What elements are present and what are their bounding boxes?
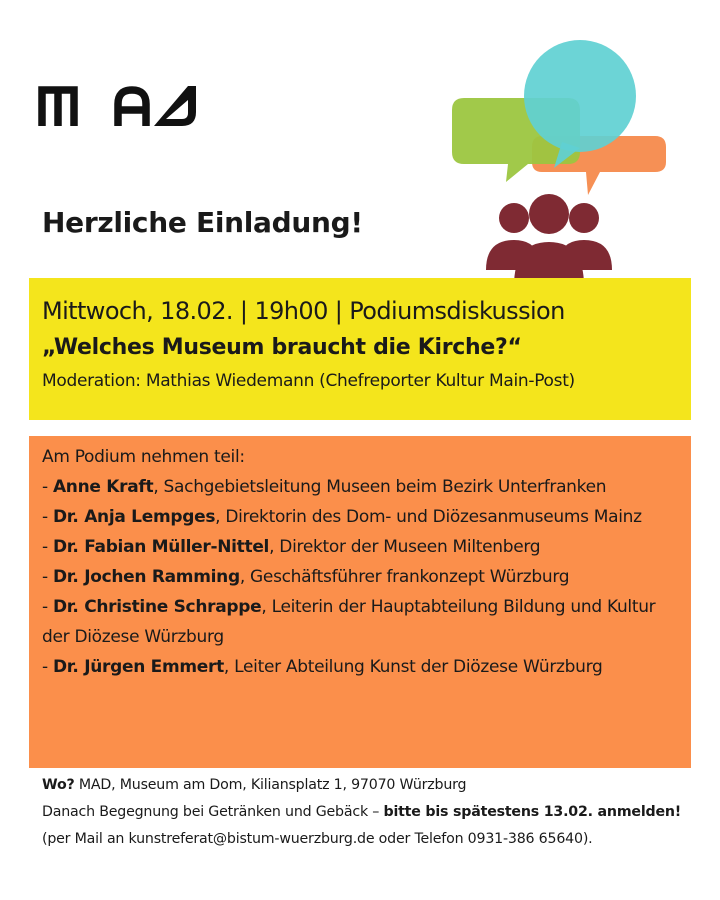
panel-member-name: Dr. Anja Lempges [52,507,216,527]
event-moderation: Moderation: Mathias Wiedemann (Chefreporter Kultur Main-Post) [42,371,575,391]
panel-member-desc: , Direktorin des Dom- und Diözesanmuseums Mainz [215,507,642,527]
mad-logo [38,82,198,128]
panel-box [29,436,691,768]
panel-member: - Dr. Jochen Ramming, Geschäftsführer frankonzept Würzburg [42,567,570,587]
registration-contact: (per Mail an kunstreferat@bistum-wuerzburg.de oder Telefon 0931-386 65640). [42,831,593,847]
panel-member-desc: , Leiter Abteilung Kunst der Diözese Würzburg [223,657,603,677]
registration-text: Danach Begegnung bei Getränken und Gebäck – bitte bis spätestens 13.02. anmelden! (per Mail an kunstreferat@bistum-wuerzburg.de oder Telefon 0931-386 65640). [42,804,682,847]
panel-member: - Dr. Jürgen Emmert, Leiter Abteilung Kunst der Diözese Würzburg [42,657,603,677]
panel-member-desc: , Geschäftsführer frankonzept Würzburg [239,567,570,587]
event-topic: „Welches Museum braucht die Kirche?“ [42,335,522,360]
where-label: Wo? [42,777,75,793]
registration-deadline: bitte bis spätestens 13.02. anmelden! [383,804,682,820]
panel-member: - Dr. Anja Lempges, Direktorin des Dom- und Diözesanmuseums Mainz [42,507,642,527]
footer-info [42,772,682,853]
panel-member-desc: , Direktor der Museen Miltenberg [269,537,541,557]
panel-member-name: Anne Kraft [52,477,154,497]
panel-member-desc: , Sachgebietsleitung Museen beim Bezirk Unterfranken [153,477,607,497]
panel-member-name: Dr. Christine Schrappe [52,597,262,617]
panel-member-name: Dr. Jürgen Emmert [52,657,224,677]
speech-bubbles-icon [450,40,672,200]
location-line [42,772,682,799]
page-title: Herzliche Einladung! [42,206,363,239]
panel-member-name: Dr. Jochen Ramming [52,567,240,587]
panel-member: - Dr. Fabian Müller-Nittel, Direktor der Museen Miltenberg [42,537,541,557]
event-info-box [29,278,691,420]
panel-member: - Dr. Christine Schrappe, Leiterin der Hauptabteilung Bildung und Kultur der Diözese Würzburg [42,597,656,647]
panel-member-desc: , Leiterin der Hauptabteilung Bildung und Kultur der Diözese Würzburg [42,597,656,647]
panel-member-name: Dr. Fabian Müller-Nittel [52,537,270,557]
panel-member: - Anne Kraft, Sachgebietsleitung Museen beim Bezirk Unterfranken [42,477,607,497]
event-date-line: Mittwoch, 18.02. | 19h00 | Podiumsdiskussion [42,297,565,325]
people-group-icon [484,190,614,290]
location-text: MAD, Museum am Dom, Kiliansplatz 1, 97070 Würzburg [74,777,467,793]
panel-intro: Am Podium nehmen teil: [42,447,245,467]
